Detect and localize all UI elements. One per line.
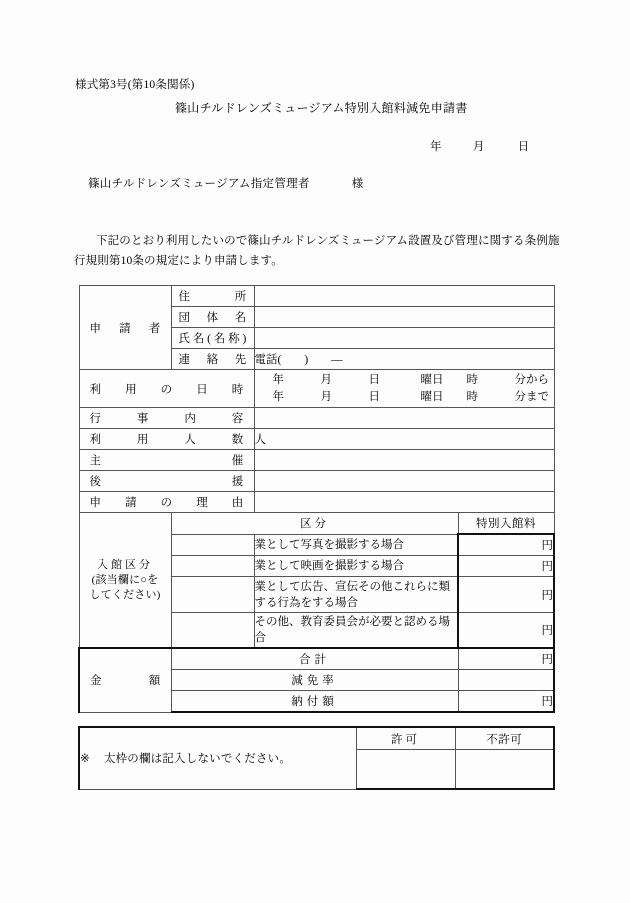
to-weekday: 曜日 xyxy=(420,390,444,403)
form-number: 様式第3号(第10条関係) xyxy=(75,79,195,91)
organizer-value[interactable] xyxy=(254,450,554,471)
table-row-people xyxy=(79,429,554,450)
person-name-label: 氏名(名称) xyxy=(178,333,247,345)
support-value[interactable] xyxy=(254,471,554,492)
category-text-movie: 業として映画を撮影する場合 xyxy=(254,556,458,577)
reason-label-cell xyxy=(79,492,254,513)
admission-label-line2: (該当欄に○を xyxy=(91,573,159,586)
reason-label: 申請の理由 xyxy=(89,497,244,509)
table-row-address xyxy=(79,286,554,307)
approval-header-row xyxy=(79,727,554,750)
to-minute: 分まで xyxy=(514,390,549,403)
approval-table xyxy=(78,726,555,790)
from-year: 年 xyxy=(272,373,284,386)
usage-datetime-to xyxy=(255,389,554,406)
category-section-header: 区分 xyxy=(171,513,458,535)
contact-label: 連絡先 xyxy=(178,354,247,366)
deny-value[interactable] xyxy=(455,750,554,790)
table-row-reason xyxy=(79,492,554,513)
organizer-label: 主催 xyxy=(89,455,244,467)
applicant-label: 申請者 xyxy=(89,322,161,335)
people-label: 利用人数 xyxy=(89,434,244,446)
address-value[interactable] xyxy=(254,286,554,307)
person-name-label-cell xyxy=(171,328,254,349)
addressee-name: 篠山チルドレンズミュージアム指定管理者 xyxy=(88,178,310,190)
to-day: 日 xyxy=(368,390,380,403)
people-label-cell xyxy=(79,429,254,450)
to-year: 年 xyxy=(272,390,284,403)
usage-datetime-value[interactable] xyxy=(254,370,554,408)
from-weekday: 曜日 xyxy=(420,373,444,386)
category-fee-other[interactable]: 円 xyxy=(458,613,554,649)
note-text: 太枠の欄は記入しないでください。 xyxy=(103,753,292,766)
admission-label-line3: してください) xyxy=(89,588,161,601)
addressee-honorific: 様 xyxy=(351,178,364,190)
amount-label: 金額 xyxy=(90,675,161,688)
group-name-value[interactable] xyxy=(254,307,554,328)
amount-name-total: 合計 xyxy=(171,648,458,670)
date-line xyxy=(430,138,529,154)
date-month-label: 月 xyxy=(472,141,485,153)
organizer-label-cell xyxy=(79,450,254,471)
to-hour: 時 xyxy=(466,390,478,403)
category-mark-ad[interactable] xyxy=(171,577,254,613)
event-label: 行事内容 xyxy=(89,413,244,425)
support-label: 後援 xyxy=(89,476,244,488)
table-row-usage-datetime xyxy=(79,370,554,408)
table-row-category-header xyxy=(79,513,554,535)
addressee-line xyxy=(88,175,364,191)
date-year-label: 年 xyxy=(430,141,442,153)
reason-value[interactable] xyxy=(254,492,554,513)
contact-phone-value[interactable]: 電話( ) — xyxy=(254,349,554,370)
amount-name-payment: 納付額 xyxy=(171,691,458,713)
from-month: 月 xyxy=(320,373,332,386)
category-mark-photo[interactable] xyxy=(171,534,254,556)
admission-label-cell xyxy=(79,513,171,649)
application-table xyxy=(78,285,555,713)
table-row-event xyxy=(79,408,554,429)
amount-value-total[interactable]: 円 xyxy=(458,648,554,670)
people-value[interactable]: 人 xyxy=(254,429,554,450)
contact-label-cell xyxy=(171,349,254,370)
event-value[interactable] xyxy=(254,408,554,429)
fee-section-header: 特別入館料 xyxy=(458,513,554,535)
group-name-label: 団体名 xyxy=(178,312,247,324)
to-month: 月 xyxy=(320,390,332,403)
category-fee-movie[interactable]: 円 xyxy=(458,556,554,577)
event-label-cell xyxy=(79,408,254,429)
amount-label-cell xyxy=(79,648,171,712)
group-name-label-cell xyxy=(171,307,254,328)
address-label: 住所 xyxy=(178,291,247,303)
table-row-support xyxy=(79,471,554,492)
deny-header: 不許可 xyxy=(455,727,554,750)
note-mark: ※ xyxy=(80,753,90,766)
table-row-organizer xyxy=(79,450,554,471)
permit-header: 許可 xyxy=(356,727,455,750)
address-label-cell xyxy=(171,286,254,307)
category-mark-movie[interactable] xyxy=(171,556,254,577)
admission-label-line1: 入館区分 xyxy=(97,558,153,571)
support-label-cell xyxy=(79,471,254,492)
applicant-label-cell xyxy=(79,286,171,370)
amount-value-payment[interactable]: 円 xyxy=(458,691,554,713)
permit-value[interactable] xyxy=(356,750,455,790)
amount-value-rate[interactable] xyxy=(458,670,554,691)
category-text-other: その他、教育委員会が必要と認める場合 xyxy=(254,613,458,649)
category-text-ad: 業として広告、宣伝その他これらに類する行為をする場合 xyxy=(254,577,458,613)
category-fee-ad[interactable]: 円 xyxy=(458,577,554,613)
amount-name-rate: 減免率 xyxy=(171,670,458,691)
category-text-photo: 業として写真を撮影する場合 xyxy=(254,534,458,556)
usage-datetime-label-cell xyxy=(79,370,254,408)
note-cell xyxy=(79,727,356,789)
date-day-label: 日 xyxy=(517,141,530,153)
from-minute: 分から xyxy=(514,373,549,386)
from-day: 日 xyxy=(368,373,380,386)
category-fee-photo[interactable]: 円 xyxy=(458,534,554,556)
table-row-amount-total xyxy=(79,648,554,670)
body-paragraph: 下記のとおり利用したいので篠山チルドレンズミュージアム設置及び管理に関する条例施行規則第10条の規定により申請します。 xyxy=(74,235,560,267)
category-mark-other[interactable] xyxy=(171,613,254,649)
usage-datetime-from xyxy=(255,372,554,389)
from-hour: 時 xyxy=(466,373,478,386)
document-title: 篠山チルドレンズミュージアム特別入館料減免申請書 xyxy=(175,101,468,115)
person-name-value[interactable] xyxy=(254,328,554,349)
usage-datetime-label: 利用の日時 xyxy=(89,383,244,396)
